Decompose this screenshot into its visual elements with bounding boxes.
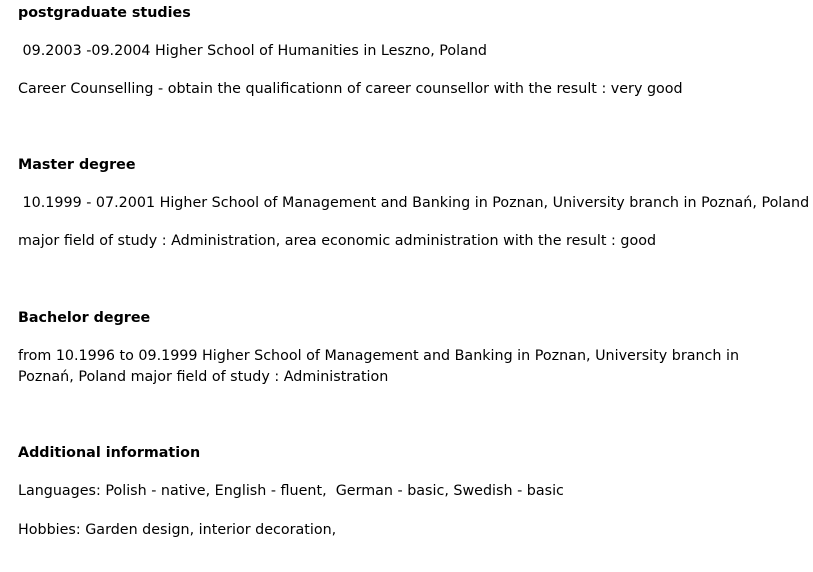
- postgraduate-details: Career Counselling - obtain the qualificationn of career counsellor with the result : very good: [18, 81, 683, 97]
- section-heading-postgraduate: postgraduate studies: [18, 5, 191, 21]
- master-details: major field of study : Administration, area economic administration with the result : good: [18, 233, 657, 249]
- languages-line: Languages: Polish - native, English - fluent, German - basic, Swedish - basic: [18, 483, 564, 499]
- section-heading-bachelor: Bachelor degree: [18, 310, 151, 326]
- section-heading-master: Master degree: [18, 157, 136, 173]
- postgraduate-period-institution: 09.2003 -09.2004 Higher School of Humanities in Leszno, Poland: [18, 43, 488, 59]
- master-period-institution: 10.1999 - 07.2001 Higher School of Management and Banking in Poznan, University branch in Poznań, Poland: [18, 195, 810, 211]
- hobbies-line: Hobbies: Garden design, interior decoration,: [18, 522, 337, 538]
- bachelor-period-institution-details: from 10.1996 to 09.1999 Higher School of Management and Banking in Poznan, University branch in Poznań, Poland major field of study : Administration: [18, 348, 740, 385]
- section-heading-additional-information: Additional information: [18, 445, 201, 461]
